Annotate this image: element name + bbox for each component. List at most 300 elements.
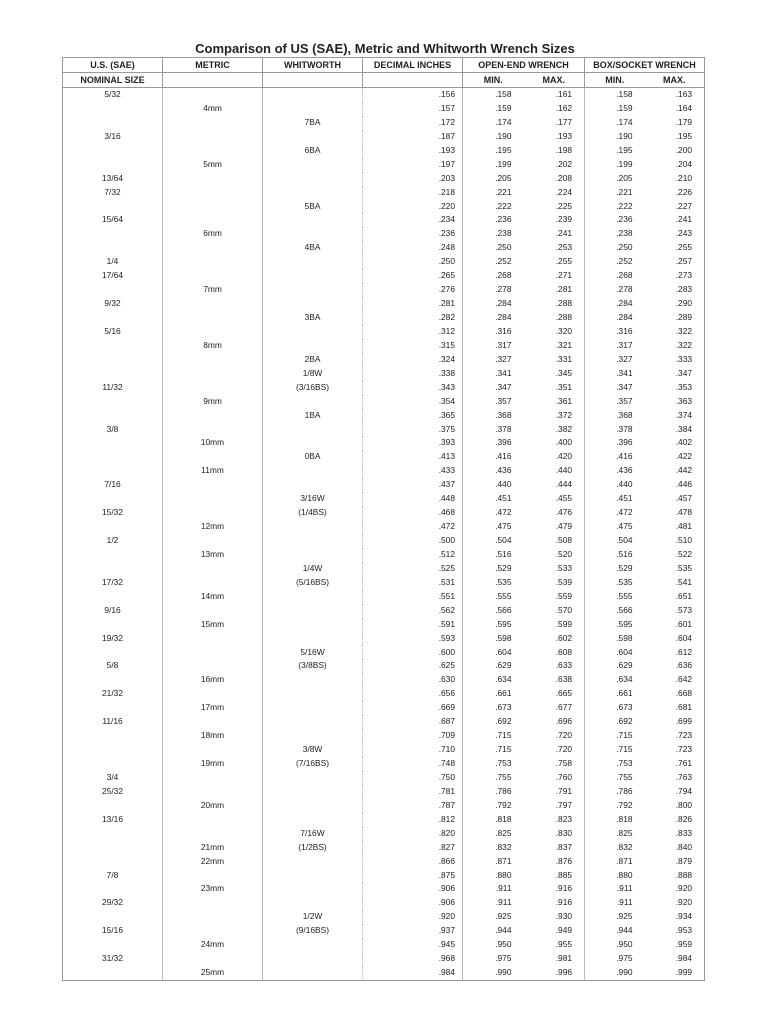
sae-cell xyxy=(63,436,163,450)
sae-cell xyxy=(63,241,163,255)
metric-cell xyxy=(163,659,263,673)
open-min-cell: .911 xyxy=(463,882,524,896)
decimal-cell: .827 xyxy=(363,841,463,855)
open-max-cell: .225 xyxy=(555,200,573,211)
header-row-1 xyxy=(63,58,705,73)
whitworth-cell xyxy=(263,869,363,883)
box-min-cell: .284 xyxy=(585,297,645,311)
metric-cell: 23mm xyxy=(163,882,263,896)
header-empty xyxy=(263,73,363,88)
sae-cell: 13/64 xyxy=(102,172,123,183)
decimal-cell: .197 xyxy=(363,158,463,172)
header-sae: U.S. (SAE) xyxy=(63,58,163,73)
sae-cell xyxy=(63,144,163,158)
decimal-cell: .812 xyxy=(363,813,463,827)
box-min-cell: .159 xyxy=(585,102,645,116)
box-max-cell: .457 xyxy=(675,493,693,504)
table-row xyxy=(63,869,705,883)
box-min-cell: .416 xyxy=(585,450,645,464)
box-min-cell: .317 xyxy=(585,339,645,353)
box-max-cell: .723 xyxy=(675,730,693,741)
box-min-cell: .205 xyxy=(585,172,645,186)
open-min-cell: .378 xyxy=(463,423,524,437)
whitworth-cell: (3/16BS) xyxy=(263,381,363,395)
sae-cell: 15/32 xyxy=(102,507,123,518)
open-min-cell: .416 xyxy=(463,450,524,464)
decimal-cell: .193 xyxy=(363,144,463,158)
decimal-cell: .248 xyxy=(363,241,463,255)
open-min-cell: .634 xyxy=(463,673,524,687)
decimal-cell: .669 xyxy=(363,701,463,715)
box-max-cell: .510 xyxy=(675,535,693,545)
box-min-cell: .357 xyxy=(585,395,645,409)
sae-cell: 13/16 xyxy=(102,813,123,824)
box-max-cell: .290 xyxy=(675,298,693,309)
whitworth-cell xyxy=(263,269,363,283)
whitworth-cell xyxy=(263,339,363,353)
decimal-cell: .281 xyxy=(363,297,463,311)
decimal-cell: .315 xyxy=(363,339,463,353)
table-row xyxy=(63,618,705,632)
metric-cell xyxy=(163,687,263,701)
sae-cell xyxy=(63,450,163,464)
box-max-cell: .243 xyxy=(675,228,693,239)
sae-cell: 1/4 xyxy=(106,256,119,267)
sae-cell: 3/8 xyxy=(106,423,119,434)
open-max-cell: .320 xyxy=(555,325,573,336)
box-min-cell: .316 xyxy=(585,325,645,339)
open-max-cell: .955 xyxy=(555,939,573,950)
table-row xyxy=(63,520,705,534)
table-row xyxy=(63,938,705,952)
open-min-cell: .278 xyxy=(463,283,524,297)
box-max-cell: .363 xyxy=(675,395,693,406)
sae-cell xyxy=(63,464,163,478)
table-row xyxy=(63,896,705,910)
box-min-cell: .199 xyxy=(585,158,645,172)
decimal-cell: .875 xyxy=(363,869,463,883)
box-min-cell: .222 xyxy=(585,200,645,214)
box-max-cell: .200 xyxy=(675,144,693,155)
decimal-cell: .413 xyxy=(363,450,463,464)
box-max-cell: .999 xyxy=(645,966,705,980)
metric-cell: 16mm xyxy=(163,673,263,687)
whitworth-cell xyxy=(263,855,363,869)
box-max-cell: .601 xyxy=(675,618,693,629)
open-max-cell: .916 xyxy=(555,897,573,908)
whitworth-cell: 1/2W xyxy=(263,910,363,924)
open-min-cell: .190 xyxy=(463,130,524,144)
sae-cell xyxy=(63,562,163,576)
open-max-cell: .351 xyxy=(555,381,573,392)
metric-cell xyxy=(163,715,263,729)
box-min-cell: .673 xyxy=(585,701,645,715)
whitworth-cell xyxy=(263,534,363,548)
box-max-cell: .333 xyxy=(675,353,693,364)
table-row xyxy=(63,102,705,116)
open-min-cell: .825 xyxy=(463,827,524,841)
box-max-cell: .723 xyxy=(675,744,693,755)
sae-cell: 7/8 xyxy=(106,869,119,880)
box-max-cell: .668 xyxy=(675,688,693,699)
table-row xyxy=(63,562,705,576)
open-min-cell: .159 xyxy=(463,102,524,116)
table-row xyxy=(63,701,705,715)
decimal-cell: .393 xyxy=(363,436,463,450)
decimal-cell: .562 xyxy=(363,604,463,618)
sae-cell: 1/2 xyxy=(106,535,119,545)
whitworth-cell xyxy=(263,896,363,910)
table-row xyxy=(63,882,705,896)
whitworth-cell xyxy=(263,673,363,687)
sae-cell xyxy=(63,548,163,562)
open-min-cell: .199 xyxy=(463,158,524,172)
metric-cell xyxy=(163,200,263,214)
box-max-cell: .402 xyxy=(675,437,693,448)
open-min-cell: .475 xyxy=(463,520,524,534)
open-min-cell: .252 xyxy=(463,255,524,269)
box-min-cell: .792 xyxy=(585,799,645,813)
sae-cell xyxy=(63,520,163,534)
whitworth-cell xyxy=(263,297,363,311)
decimal-cell: .472 xyxy=(363,520,463,534)
whitworth-cell: (3/8BS) xyxy=(263,659,363,673)
table-row xyxy=(63,130,705,144)
open-min-cell: .284 xyxy=(463,297,524,311)
metric-cell: 8mm xyxy=(163,339,263,353)
open-min-cell: .990 xyxy=(463,966,524,980)
sae-cell xyxy=(63,492,163,506)
sae-cell xyxy=(63,339,163,353)
header-box-max: MAX. xyxy=(645,73,705,88)
metric-cell xyxy=(163,632,263,646)
whitworth-cell: (9/16BS) xyxy=(263,924,363,938)
open-min-cell: .368 xyxy=(463,409,524,423)
whitworth-cell xyxy=(263,882,363,896)
decimal-cell: .656 xyxy=(363,687,463,701)
box-min-cell: .347 xyxy=(585,381,645,395)
open-max-cell: .161 xyxy=(555,89,573,99)
open-min-cell: .535 xyxy=(463,576,524,590)
open-max-cell: .345 xyxy=(555,367,573,378)
table-row xyxy=(63,311,705,325)
metric-cell: 14mm xyxy=(163,590,263,604)
table-row xyxy=(63,576,705,590)
table-row xyxy=(63,743,705,757)
box-min-cell: .472 xyxy=(585,506,645,520)
whitworth-cell xyxy=(263,799,363,813)
table-row xyxy=(63,241,705,255)
open-max-cell: .930 xyxy=(555,911,573,922)
table-row xyxy=(63,436,705,450)
table-row xyxy=(63,88,705,102)
metric-cell xyxy=(163,562,263,576)
box-max-cell: .699 xyxy=(675,716,693,727)
sae-cell: 31/32 xyxy=(102,953,123,964)
metric-cell xyxy=(163,241,263,255)
box-min-cell: .238 xyxy=(585,227,645,241)
sae-cell: 7/32 xyxy=(104,186,121,197)
table-row xyxy=(63,269,705,283)
box-max-cell: .257 xyxy=(675,256,693,267)
decimal-cell: .820 xyxy=(363,827,463,841)
box-max-cell: .273 xyxy=(675,270,693,281)
table-row xyxy=(63,813,705,827)
table-row xyxy=(63,673,705,687)
metric-cell xyxy=(163,311,263,325)
open-min-cell: .629 xyxy=(463,659,524,673)
open-min-cell: .357 xyxy=(463,395,524,409)
page-title: Comparison of US (SAE), Metric and Whitworth Wrench Sizes xyxy=(195,41,575,56)
open-max-cell: .255 xyxy=(555,256,573,267)
header-decimal: DECIMAL INCHES xyxy=(363,58,463,73)
decimal-cell: .236 xyxy=(363,227,463,241)
table-row xyxy=(63,910,705,924)
sae-cell: 11/16 xyxy=(102,716,123,727)
box-min-cell: .284 xyxy=(585,311,645,325)
sae-cell xyxy=(63,283,163,297)
sae-cell xyxy=(63,353,163,367)
box-max-cell: .984 xyxy=(675,953,693,964)
metric-cell: 7mm xyxy=(163,283,263,297)
open-max-cell: .996 xyxy=(524,966,585,980)
metric-cell xyxy=(163,896,263,910)
decimal-cell: .906 xyxy=(363,882,463,896)
sae-cell xyxy=(63,827,163,841)
decimal-cell: .709 xyxy=(363,729,463,743)
box-min-cell: .753 xyxy=(585,757,645,771)
table-row xyxy=(63,534,705,548)
open-min-cell: .341 xyxy=(463,367,524,381)
open-max-cell: .202 xyxy=(555,158,573,169)
box-max-cell: .681 xyxy=(675,702,693,713)
decimal-cell: .250 xyxy=(363,255,463,269)
box-max-cell: .522 xyxy=(675,548,693,559)
box-min-cell: .832 xyxy=(585,841,645,855)
open-min-cell: .792 xyxy=(463,799,524,813)
table-row xyxy=(63,213,705,227)
decimal-cell: .468 xyxy=(363,506,463,520)
decimal-cell: .265 xyxy=(363,269,463,283)
whitworth-cell: (1/4BS) xyxy=(263,506,363,520)
sae-cell xyxy=(63,882,163,896)
whitworth-cell: 3/8W xyxy=(263,743,363,757)
open-max-cell: .797 xyxy=(555,799,573,810)
open-min-cell: .316 xyxy=(463,325,524,339)
open-min-cell: .925 xyxy=(463,910,524,924)
metric-cell: 24mm xyxy=(163,938,263,952)
box-max-cell: .353 xyxy=(675,381,693,392)
decimal-cell: .218 xyxy=(363,186,463,200)
open-min-cell: .871 xyxy=(463,855,524,869)
box-max-cell: .642 xyxy=(675,674,693,685)
whitworth-cell xyxy=(263,255,363,269)
open-min-cell: .692 xyxy=(463,715,524,729)
box-max-cell: .794 xyxy=(675,785,693,796)
decimal-cell: .787 xyxy=(363,799,463,813)
open-max-cell: .823 xyxy=(555,813,573,824)
box-min-cell: .158 xyxy=(585,88,645,102)
metric-cell xyxy=(163,367,263,381)
table-row xyxy=(63,687,705,701)
sae-cell: 15/16 xyxy=(102,925,123,936)
table-row xyxy=(63,632,705,646)
whitworth-cell: 6BA xyxy=(263,144,363,158)
decimal-cell: .343 xyxy=(363,381,463,395)
sae-cell xyxy=(63,799,163,813)
box-min-cell: .236 xyxy=(585,213,645,227)
table-row xyxy=(63,729,705,743)
metric-cell xyxy=(163,144,263,158)
header-open-max: MAX. xyxy=(524,73,585,88)
table-row xyxy=(63,659,705,673)
box-max-cell: .322 xyxy=(675,325,693,336)
open-max-cell: .455 xyxy=(555,493,573,504)
open-max-cell: .271 xyxy=(555,270,573,281)
sae-cell: 19/32 xyxy=(102,632,123,643)
open-max-cell: .288 xyxy=(555,298,573,309)
metric-cell xyxy=(163,576,263,590)
sae-cell: 15/64 xyxy=(102,214,123,225)
open-min-cell: .529 xyxy=(463,562,524,576)
open-max-cell: .162 xyxy=(555,102,573,113)
table-row xyxy=(63,450,705,464)
whitworth-cell xyxy=(263,952,363,966)
table-row xyxy=(63,227,705,241)
box-min-cell: .451 xyxy=(585,492,645,506)
decimal-cell: .156 xyxy=(363,88,463,102)
decimal-cell: .354 xyxy=(363,395,463,409)
sae-cell xyxy=(63,311,163,325)
metric-cell: 18mm xyxy=(163,729,263,743)
box-max-cell: .953 xyxy=(675,925,693,936)
metric-cell: 15mm xyxy=(163,618,263,632)
whitworth-cell xyxy=(263,701,363,715)
table-row xyxy=(63,186,705,200)
open-min-cell: .715 xyxy=(463,729,524,743)
open-max-cell: .281 xyxy=(555,284,573,295)
header-empty xyxy=(363,73,463,88)
whitworth-cell xyxy=(263,729,363,743)
box-max-cell: .422 xyxy=(675,451,693,462)
metric-cell xyxy=(163,269,263,283)
decimal-cell: .937 xyxy=(363,924,463,938)
box-min-cell: .692 xyxy=(585,715,645,729)
sae-cell xyxy=(63,200,163,214)
open-max-cell: .520 xyxy=(555,548,573,559)
open-min-cell: .673 xyxy=(463,701,524,715)
open-max-cell: .876 xyxy=(555,855,573,866)
sae-cell xyxy=(63,590,163,604)
open-min-cell: .451 xyxy=(463,492,524,506)
open-min-cell: .950 xyxy=(463,938,524,952)
decimal-cell: .187 xyxy=(363,130,463,144)
open-min-cell: .347 xyxy=(463,381,524,395)
open-max-cell: .476 xyxy=(555,507,573,518)
box-min-cell: .529 xyxy=(585,562,645,576)
metric-cell xyxy=(163,255,263,269)
header-open-min: MIN. xyxy=(463,73,524,88)
decimal-cell: .512 xyxy=(363,548,463,562)
box-max-cell: .826 xyxy=(675,813,693,824)
whitworth-cell xyxy=(263,325,363,339)
whitworth-cell: 2BA xyxy=(263,353,363,367)
box-max-cell: .888 xyxy=(675,869,693,880)
decimal-cell: .750 xyxy=(363,771,463,785)
table-row xyxy=(63,367,705,381)
decimal-cell: .945 xyxy=(363,938,463,952)
metric-cell: 13mm xyxy=(163,548,263,562)
open-max-cell: .479 xyxy=(555,521,573,532)
open-max-cell: .981 xyxy=(555,953,573,964)
table-row xyxy=(63,924,705,938)
whitworth-cell: 7/16W xyxy=(263,827,363,841)
decimal-cell: .920 xyxy=(363,910,463,924)
box-max-cell: .226 xyxy=(675,186,693,197)
open-min-cell: .786 xyxy=(463,785,524,799)
metric-cell: 19mm xyxy=(163,757,263,771)
box-max-cell: .195 xyxy=(675,130,693,141)
whitworth-cell: 4BA xyxy=(263,241,363,255)
table-row xyxy=(63,604,705,618)
whitworth-cell: 5BA xyxy=(263,200,363,214)
metric-cell xyxy=(163,478,263,492)
box-min-cell: .911 xyxy=(585,896,645,910)
box-max-cell: .374 xyxy=(675,409,693,420)
box-min-cell: .378 xyxy=(585,423,645,437)
box-max-cell: .255 xyxy=(675,242,693,253)
box-max-cell: .959 xyxy=(675,939,693,950)
open-min-cell: .516 xyxy=(463,548,524,562)
whitworth-cell: 5/16W xyxy=(263,646,363,660)
decimal-cell: .591 xyxy=(363,618,463,632)
sae-cell xyxy=(63,729,163,743)
decimal-cell: .312 xyxy=(363,325,463,339)
box-max-cell: .164 xyxy=(675,102,693,113)
metric-cell xyxy=(163,423,263,437)
decimal-cell: .630 xyxy=(363,673,463,687)
whitworth-cell xyxy=(263,172,363,186)
sae-cell xyxy=(63,409,163,423)
box-min-cell: .278 xyxy=(585,283,645,297)
sae-cell xyxy=(63,367,163,381)
metric-cell xyxy=(163,186,263,200)
whitworth-cell xyxy=(263,227,363,241)
box-min-cell: .221 xyxy=(585,186,645,200)
sae-cell xyxy=(63,701,163,715)
header-box-min: MIN. xyxy=(585,73,645,88)
open-max-cell: .885 xyxy=(555,869,573,880)
whitworth-cell xyxy=(263,478,363,492)
metric-cell: 25mm xyxy=(163,966,263,980)
decimal-cell: .625 xyxy=(363,659,463,673)
whitworth-cell xyxy=(263,618,363,632)
open-max-cell: .539 xyxy=(555,576,573,587)
metric-cell: 20mm xyxy=(163,799,263,813)
table-row xyxy=(63,966,705,980)
box-min-cell: .871 xyxy=(585,855,645,869)
open-max-cell: .665 xyxy=(555,688,573,699)
sae-cell xyxy=(63,855,163,869)
box-min-cell: .195 xyxy=(585,144,645,158)
box-max-cell: .612 xyxy=(675,646,693,657)
sae-cell xyxy=(63,618,163,632)
box-min-cell: .250 xyxy=(585,241,645,255)
open-min-cell: .566 xyxy=(463,604,524,618)
box-max-cell: .920 xyxy=(675,897,693,908)
open-min-cell: .396 xyxy=(463,436,524,450)
header-row-2 xyxy=(63,73,705,88)
